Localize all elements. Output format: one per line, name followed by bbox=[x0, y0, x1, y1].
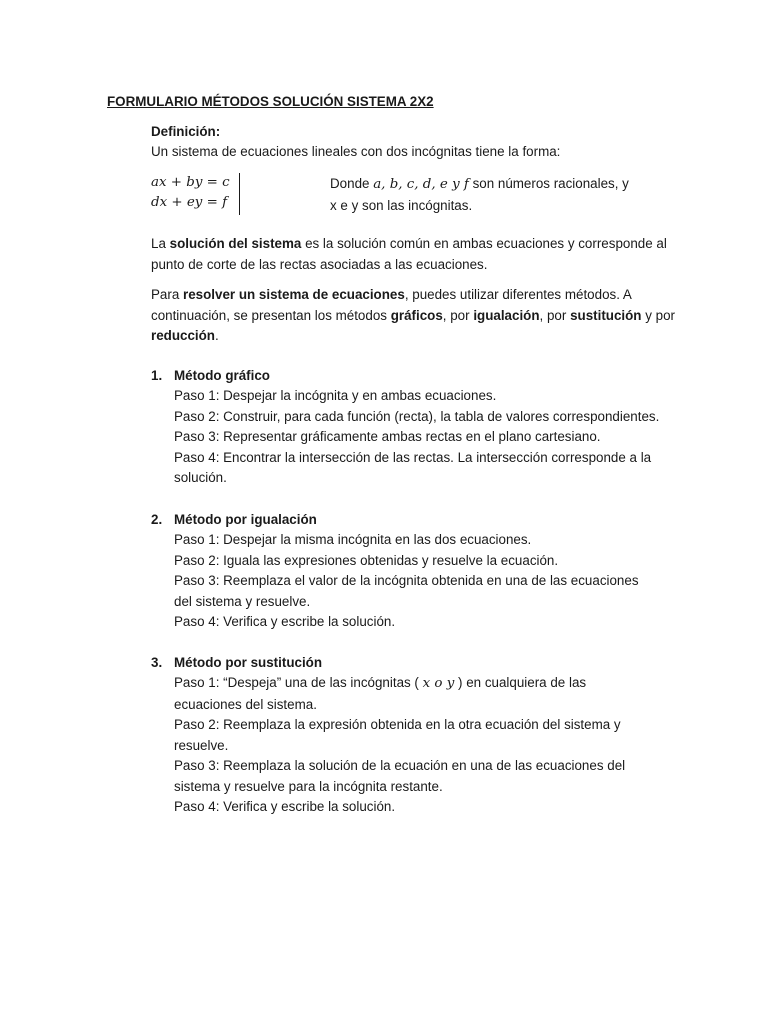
bold-run: sustitución bbox=[570, 307, 642, 323]
variables-note bbox=[330, 174, 660, 216]
text-run: es la solución común en ambas ecuaciones y corresponde al punto de corte de las rectas asociadas a las ecuaciones. bbox=[151, 236, 667, 272]
where-line2: x e y son las incógnitas. bbox=[330, 197, 473, 213]
section-1-steps bbox=[174, 386, 694, 489]
section-heading: Método por igualación bbox=[174, 512, 317, 527]
section-3-steps bbox=[174, 673, 694, 818]
methods-paragraph bbox=[151, 285, 691, 347]
step: Paso 2: Iguala las expresiones obtenidas y resuelve la ecuación. bbox=[174, 552, 559, 568]
bold-run: reducción bbox=[151, 328, 215, 343]
where-suffix: son números racionales, y bbox=[468, 176, 629, 191]
section-heading: Método gráfico bbox=[174, 368, 270, 383]
step: Paso 3: Reemplaza la solución de la ecuación en una de las ecuaciones del sistema y resuelve para la incógnita restante. bbox=[174, 758, 626, 794]
step: Paso 2: Reemplaza la expresión obtenida en la otra ecuación del sistema y resuelve. bbox=[174, 717, 621, 753]
text-run: , puedes utilizar diferentes métodos. A continuación, se presentan los métodos bbox=[151, 287, 632, 323]
text-run: Para bbox=[151, 287, 184, 302]
step: Paso 3: Reemplaza el valor de la incógnita obtenida en una de las ecuaciones del sistema y resuelve. bbox=[174, 573, 639, 609]
where-prefix: Donde bbox=[330, 176, 370, 191]
variables: x o y bbox=[422, 676, 455, 691]
text-run: ) en cualquiera de las ecuaciones del sistema. bbox=[174, 675, 587, 712]
step: Paso 3: Representar gráficamente ambas rectas en el plano cartesiano. bbox=[174, 429, 601, 444]
step: Paso 4: Verifica y escribe la solución. bbox=[174, 799, 396, 814]
text-run: , por bbox=[539, 307, 571, 323]
equation-1: ax + by = c bbox=[151, 175, 230, 190]
step: Paso 1: Despejar la misma incógnita en las dos ecuaciones. bbox=[174, 532, 532, 547]
bold-run: gráficos bbox=[390, 307, 443, 323]
definition-text: Un sistema de ecuaciones lineales con dos incógnitas tiene la forma: bbox=[151, 144, 561, 159]
bold-run: resolver un sistema de ecuaciones bbox=[183, 287, 405, 302]
section-number: 2. bbox=[151, 512, 163, 527]
section-2-steps bbox=[174, 530, 694, 633]
section-heading: Método por sustitución bbox=[174, 655, 323, 670]
step: Paso 2: Construir, para cada función (recta), la tabla de valores correspondientes. bbox=[174, 408, 660, 424]
definition-heading: Definición: bbox=[151, 124, 221, 139]
bold-run: igualación bbox=[473, 307, 540, 323]
text-run: . bbox=[215, 328, 219, 343]
document-title: FORMULARIO MÉTODOS SOLUCIÓN SISTEMA 2X2 bbox=[107, 94, 434, 109]
text-run: , por bbox=[442, 307, 474, 323]
text-run: Paso 1: “Despeja” una de las incógnitas ( bbox=[174, 675, 423, 690]
where-vars: a, b, c, d, e y f bbox=[373, 177, 469, 192]
step: Paso 1: Despejar la incógnita y en ambas ecuaciones. bbox=[174, 388, 497, 403]
text-run: La bbox=[151, 236, 170, 251]
section-number: 3. bbox=[151, 655, 163, 670]
equation-2: dx + ey = f bbox=[151, 195, 228, 210]
solution-paragraph bbox=[151, 234, 691, 275]
text-run: y por bbox=[641, 307, 675, 323]
step: Paso 4: Encontrar la intersección de las rectas. La intersección corresponde a la solución. bbox=[174, 449, 652, 485]
section-number: 1. bbox=[151, 368, 163, 383]
bold-run: solución del sistema bbox=[169, 236, 302, 251]
equation-system bbox=[151, 173, 240, 215]
step: Paso 4: Verifica y escribe la solución. bbox=[174, 614, 396, 629]
step bbox=[174, 673, 614, 715]
